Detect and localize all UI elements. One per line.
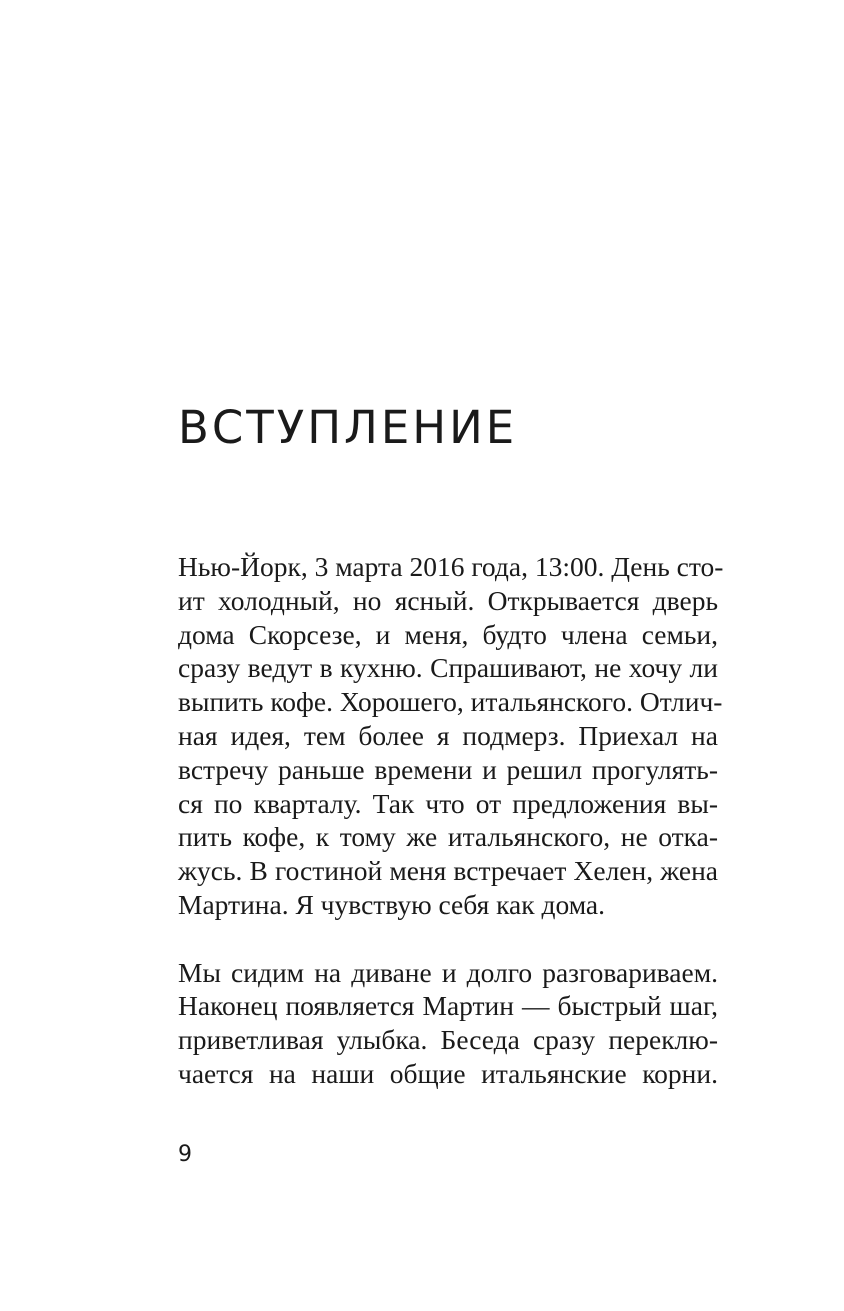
body-text (178, 550, 724, 1091)
text-line: чается на наши общие итальянские корни. (178, 1057, 718, 1089)
text-line: ит холодный, но ясный. Открывается дверь (178, 584, 718, 616)
chapter-title: ВСТУПЛЕНИЕ (178, 401, 518, 454)
text-line: пить кофе, к тому же итальянского, не отка- (178, 821, 718, 853)
text-line: Нью-Йорк, 3 марта 2016 года, 13:00. День сто- (178, 551, 724, 582)
page-number: 9 (178, 1142, 192, 1167)
text-line: ся по кварталу. Так что от предложения вы- (178, 787, 718, 819)
text-line: Мы сидим на диване и долго разговариваем. (178, 956, 718, 988)
text-line: приветливая улыбка. Беседа сразу переклю- (178, 1024, 718, 1056)
text-line: встречу раньше времени и решил прогулять- (178, 753, 718, 785)
text-line: Мартина. Я чувствую себя как дома. (178, 888, 605, 920)
text-line: жусь. В гостиной меня встречает Хелен, жена (178, 855, 718, 887)
text-line: сразу ведут в кухню. Спрашивают, не хочу ли (178, 652, 718, 684)
paragraph-1 (178, 550, 724, 922)
text-line: выпить кофе. Хорошего, итальянского. Отлич- (178, 686, 723, 718)
text-line: Наконец появляется Мартин — быстрый шаг, (178, 990, 718, 1022)
text-line: дома Скорсезе, и меня, будто члена семьи, (178, 618, 718, 650)
paragraph-2 (178, 956, 718, 1091)
text-line: ная идея, тем более я подмерз. Приехал на (178, 719, 718, 751)
